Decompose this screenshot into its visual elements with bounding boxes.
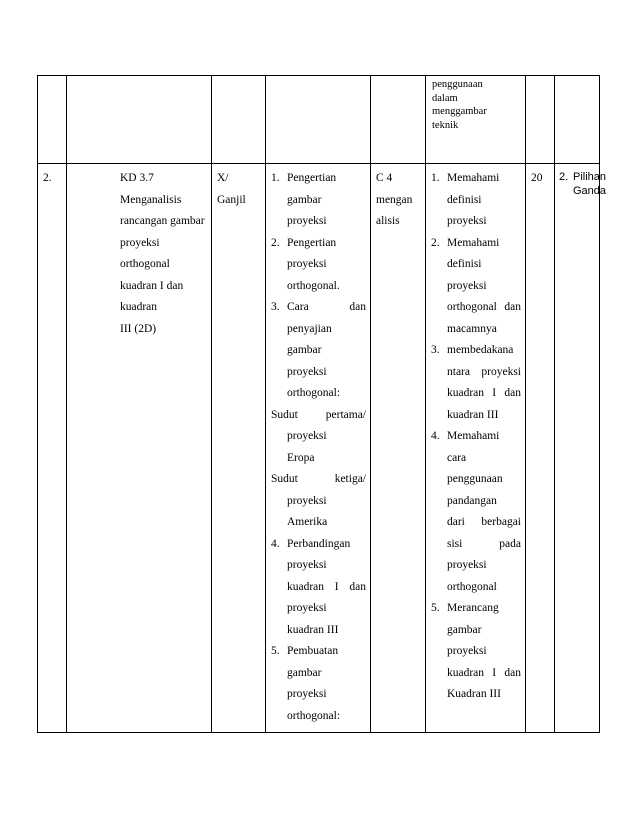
word: ntara	[447, 365, 470, 378]
indikator-line: macamnya	[447, 322, 497, 335]
materi-line: Eropa	[287, 451, 315, 464]
materi-line: proyeksi	[287, 602, 327, 614]
materi-item-3	[271, 297, 366, 405]
cell-kompetensi-cont	[67, 76, 212, 164]
materi-line: gambar	[287, 344, 322, 356]
materi-line: proyeksi	[287, 258, 327, 270]
word: proyeksi	[481, 365, 521, 378]
word: pada	[499, 537, 521, 550]
word: berbagai	[481, 516, 521, 528]
indikator-item-4	[431, 426, 521, 598]
cell-no	[38, 164, 67, 733]
indikator-line-justified	[447, 512, 521, 534]
list-number: 4.	[431, 430, 440, 442]
indikator-line: Kuadran III	[447, 688, 501, 700]
level-line: alisis	[376, 215, 400, 227]
list-number: 5.	[271, 645, 280, 657]
materi-line: Perbandingan	[287, 537, 351, 550]
indikator-line-justified	[447, 663, 521, 685]
list-number: 1.	[431, 172, 440, 184]
assessment-grid-table	[37, 75, 607, 733]
materi-line: kuadran III	[287, 623, 339, 636]
list-number: 3.	[431, 344, 440, 356]
materi-line: Pengertian	[287, 172, 337, 184]
word: dan	[504, 387, 521, 399]
word: dan	[504, 301, 521, 313]
level-line: mengan	[376, 193, 413, 206]
indikator-line-justified	[447, 383, 521, 405]
word: kuadran	[447, 387, 485, 399]
materi-line: gambar	[287, 193, 322, 206]
kompetensi-line: rancangan gambar	[120, 215, 205, 227]
indikator-item-5	[431, 598, 521, 706]
cell-bentuk-cont	[555, 76, 600, 164]
cell-kelas	[212, 164, 266, 733]
materi-item-5	[271, 641, 366, 727]
materi-line: proyeksi	[287, 688, 327, 700]
list-number: 5.	[431, 602, 440, 614]
list-number: 1.	[271, 172, 280, 184]
cell-no-cont	[38, 76, 67, 164]
word: kuadran	[447, 666, 485, 679]
list-number: 2.	[271, 236, 280, 249]
indikator-line-justified	[447, 297, 521, 319]
indikator-item-3	[431, 340, 521, 426]
materi-line: proyeksi	[287, 430, 327, 442]
kompetensi-line: kuadran I dan kuadran	[120, 279, 184, 313]
word: dari	[447, 516, 465, 528]
kelas-line: Ganjil	[217, 193, 246, 206]
word: sisi	[447, 537, 463, 550]
list-number: 4.	[271, 537, 280, 550]
word: Sudut	[271, 408, 298, 421]
cell-jumlah	[526, 164, 555, 733]
word: I	[492, 387, 497, 399]
materi-line: proyeksi	[287, 215, 327, 227]
indikator-line: gambar	[447, 623, 482, 636]
word: ketiga/	[334, 473, 366, 485]
indikator-line: Merancang	[447, 602, 499, 614]
table-row	[38, 164, 600, 733]
cell-materi	[266, 164, 371, 733]
cell-level-cont	[371, 76, 426, 164]
cell-materi-cont	[266, 76, 371, 164]
bentuk-item	[559, 170, 607, 198]
materi-sudut-ketiga	[271, 469, 366, 491]
row-number: 2.	[43, 172, 52, 184]
materi-line: proyeksi	[287, 365, 327, 378]
materi-line: penyajian	[287, 322, 332, 335]
list-number: 2.	[431, 236, 440, 249]
materi-line: orthogonal:	[287, 709, 341, 722]
list-number: 2.	[559, 171, 569, 183]
materi-line: Amerika	[287, 516, 328, 528]
word: I	[334, 580, 339, 593]
materi-line-justified	[287, 297, 366, 319]
indikator-line: pandangan	[447, 494, 497, 507]
cell-level	[371, 164, 426, 733]
indicator-tail-line: penggunaan	[432, 79, 483, 90]
materi-item-1	[271, 168, 366, 233]
indikator-line-justified	[447, 362, 521, 384]
cell-indikator-cont	[426, 76, 526, 164]
materi-sudut-pertama	[271, 405, 366, 427]
indikator-line: cara	[447, 451, 467, 464]
indikator-line: proyeksi	[447, 559, 487, 571]
materi-line: proyeksi	[287, 494, 327, 507]
word: Sudut	[271, 473, 298, 485]
materi-item-4	[271, 534, 366, 642]
kompetensi-line: proyeksi orthogonal	[120, 236, 170, 270]
materi-item-2	[271, 233, 366, 298]
word: I	[492, 666, 497, 679]
materi-line-justified	[287, 577, 366, 599]
cell-indikator	[426, 164, 526, 733]
indikator-line: proyeksi	[447, 215, 487, 227]
indikator-line: orthogonal	[447, 580, 497, 593]
kelas-line: X/	[217, 172, 229, 184]
indikator-item-1	[431, 168, 521, 233]
word: dan	[504, 666, 521, 679]
indikator-line: Memahami	[447, 236, 500, 249]
materi-line: proyeksi	[287, 559, 327, 571]
indikator-line-justified	[447, 534, 521, 556]
kompetensi-line: III (2D)	[120, 322, 157, 335]
indicator-tail-line: menggambar	[432, 106, 487, 117]
bentuk-line: Pilihan	[573, 171, 607, 183]
indicator-tail-line: teknik	[432, 119, 459, 131]
indikator-line: definisi	[447, 193, 482, 206]
indikator-line: membedakana	[447, 344, 514, 356]
word: Cara	[287, 301, 309, 313]
word: orthogonal	[447, 301, 497, 313]
cell-kompetensi	[67, 164, 212, 733]
indikator-line: kuadran III	[447, 408, 499, 421]
table-row-continuation	[38, 76, 600, 164]
materi-line: orthogonal.	[287, 279, 340, 292]
indikator-line: Memahami	[447, 430, 500, 442]
jumlah-value: 20	[531, 172, 543, 184]
cell-bentuk	[555, 164, 607, 733]
indikator-item-2	[431, 233, 521, 341]
list-number: 3.	[271, 301, 280, 313]
indikator-line: proyeksi	[447, 645, 487, 657]
indikator-line: Memahami	[447, 172, 500, 184]
materi-line: orthogonal:	[287, 387, 341, 399]
indikator-line: proyeksi	[447, 279, 487, 292]
word: dan	[349, 580, 366, 593]
bentuk-line: Ganda	[573, 185, 607, 197]
cell-jumlah-cont	[526, 76, 555, 164]
kompetensi-line: KD 3.7 Menganalisis	[120, 172, 182, 206]
indikator-line: definisi	[447, 258, 482, 270]
indikator-line: penggunaan	[447, 473, 503, 485]
level-line: C 4	[376, 172, 393, 184]
word: kuadran	[287, 580, 325, 593]
materi-line: Pengertian	[287, 236, 337, 249]
materi-line: Pembuatan	[287, 645, 339, 657]
cell-kelas-cont	[212, 76, 266, 164]
materi-line: gambar	[287, 666, 322, 679]
indicator-tail-line: dalam	[432, 92, 458, 104]
word: pertama/	[325, 408, 366, 421]
word: dan	[349, 301, 366, 313]
